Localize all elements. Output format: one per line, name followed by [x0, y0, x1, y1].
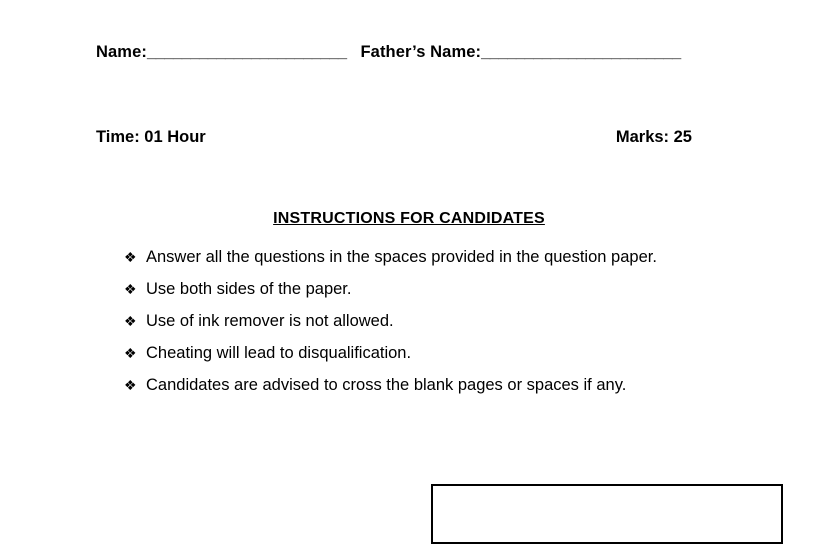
- instruction-text: Cheating will lead to disqualification.: [146, 343, 412, 362]
- name-line: [96, 43, 681, 62]
- name-blank-rule: _______________________: [146, 43, 347, 61]
- time-label: Time: 01 Hour: [96, 128, 206, 146]
- marks-label: Marks: 25: [615, 128, 692, 146]
- list-item: [124, 344, 784, 363]
- instructions-heading: INSTRUCTIONS FOR CANDIDATES: [273, 210, 545, 227]
- time-marks-row: [96, 128, 724, 147]
- instruction-text: Use both sides of the paper.: [146, 279, 352, 298]
- diamond-bullet-icon: ❖: [124, 249, 137, 265]
- diamond-bullet-icon: ❖: [124, 280, 137, 297]
- fathers-name-blank-rule: _______________________: [481, 43, 681, 61]
- name-label: Name:: [96, 43, 147, 61]
- instruction-text: Candidates are advised to cross the blank pages or spaces if any.: [146, 375, 627, 394]
- instructions-list: [124, 248, 784, 408]
- list-item: [124, 248, 784, 267]
- diamond-bullet-icon: ❖: [124, 344, 137, 361]
- answer-box: [431, 484, 783, 544]
- list-item: [124, 312, 784, 331]
- list-item: [124, 280, 784, 299]
- instruction-text: Use of ink remover is not allowed.: [146, 311, 394, 330]
- list-item: [124, 376, 784, 395]
- fathers-name-label: Father’s Name:: [360, 43, 482, 61]
- diamond-bullet-icon: ❖: [124, 312, 137, 329]
- instruction-text: Answer all the questions in the spaces provided in the question paper.: [146, 248, 657, 266]
- diamond-bullet-icon: ❖: [124, 376, 137, 393]
